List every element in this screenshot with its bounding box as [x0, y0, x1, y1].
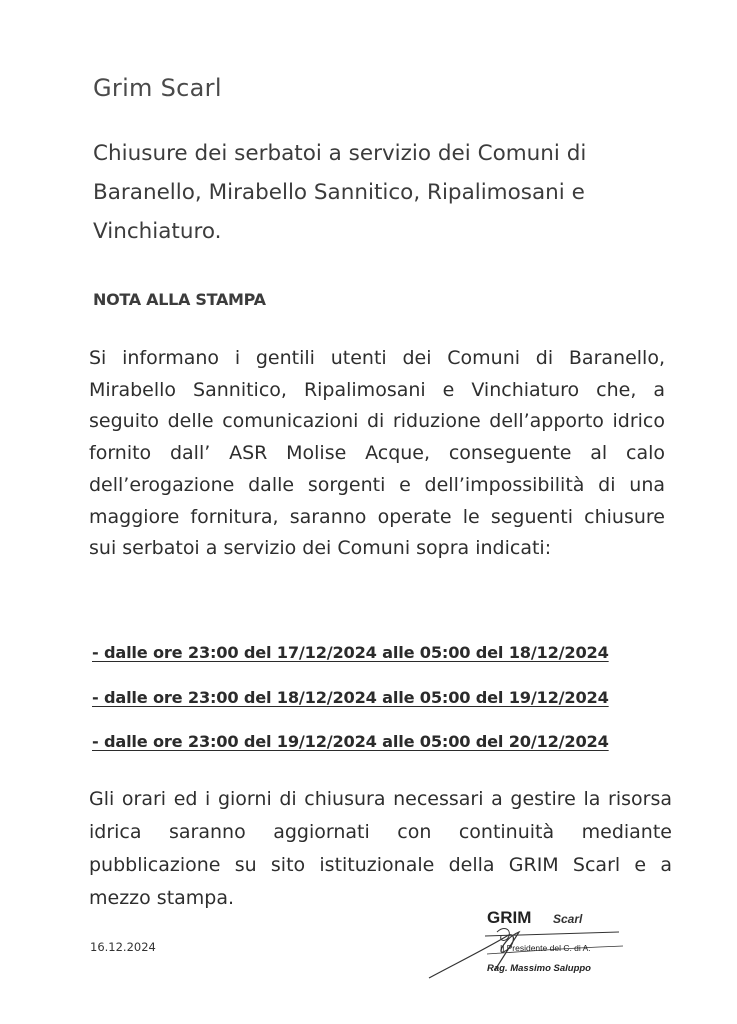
closing-paragraph: Gli orari ed i giorni di chiusura necessari a gestire la risorsa idrica saranno aggiornati con continuità mediante pubblicazione su sito istituzionale della GRIM Scarl e a mezzo stampa.: [89, 788, 672, 909]
body-paragraph: Si informano i gentili utenti dei Comuni di Baranello, Mirabello Sannitico, Ripalimosani e Vinchiaturo che, a seguito delle comunicazioni di riduzione dell’apporto idrico fornito dall’ ASR Molise Acque, conseguente al calo dell’erogazione dalle sorgenti e dell’impossibilità di una maggiore fornitura, saranno operate le seguenti chiusure sui serbatoi a servizio dei Comuni sopra indicati:: [89, 347, 665, 560]
closure-item: - dalle ore 23:00 del 18/12/2024 alle 05:00 del 19/12/2024: [92, 687, 609, 707]
signature-block: [427, 908, 657, 988]
signature-name: Rag. Massimo Saluppo: [487, 963, 591, 974]
signature-role: Il Presidente del C. di A.: [500, 943, 591, 953]
closure-item: - dalle ore 23:00 del 19/12/2024 alle 05:00 del 20/12/2024: [92, 732, 609, 751]
org-name: Grim Scarl: [93, 74, 222, 102]
document-date: 16.12.2024: [90, 940, 156, 954]
section-label: NOTA ALLA STAMPA: [93, 290, 266, 309]
closure-item: - dalle ore 23:00 del 17/12/2024 alle 05:00 del 18/12/2024: [92, 643, 609, 662]
signature-brand: GRIM: [487, 908, 532, 927]
page-title: Chiusure dei serbatoi a servizio dei Comuni di Baranello, Mirabello Sannitico, Ripalimosani e Vinchiaturo.: [93, 141, 587, 244]
closure-list: [92, 643, 609, 777]
signature-brand-suffix: Scarl: [553, 912, 583, 926]
